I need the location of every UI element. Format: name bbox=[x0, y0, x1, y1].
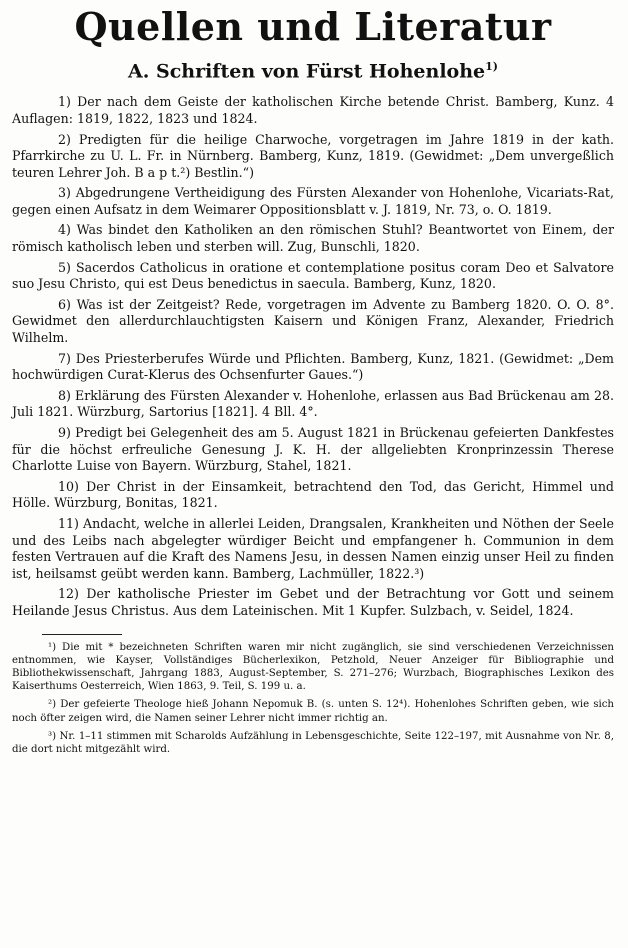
section-heading bbox=[12, 54, 614, 84]
footnote-divider bbox=[42, 634, 122, 635]
section-heading-text: A. Schriften von Fürst Hohenlohe bbox=[128, 60, 486, 83]
bibliography-entry-6: 6) Was ist der Zeitgeist? Rede, vorgetragen im Advente zu Bamberg 1820. O. O. 8°. Gewidmet den allerdurchlauchtigsten Kaisern und Königen Franz, Alexander, Friedrich Wilhelm. bbox=[12, 296, 614, 346]
bibliography-entry-8: 8) Erklärung des Fürsten Alexander v. Hohenlohe, erlassen aus Bad Brückenau am 28. Juli 1821. Würzburg, Sartorius [1821]. 4 Bll. 4°. bbox=[12, 387, 614, 420]
bibliography-list bbox=[12, 94, 614, 619]
bibliography-entry-11: 11) Andacht, welche in allerlei Leiden, Drangsalen, Krankheiten und Nöthen der Seele und des Leibs nach abgelegter würdiger Beicht und empfangener h. Communion in dem festen Vertrauen auf die Kraft des Namens Jesu, in dessen Namen einzig unser Heil zu finden ist, heilsamst geübt werden kann. Bamberg, Lachmüller, 1822.³) bbox=[12, 515, 614, 581]
page-title: Quellen und Literatur bbox=[74, 4, 552, 49]
footnote-ref: 1) bbox=[485, 60, 498, 73]
bibliography-entry-5: 5) Sacerdos Catholicus in oratione et contemplatione positus coram Deo et Salvatore suo Jesu Christo, qui est Deus benedictus in saecula. Bamberg, Kunz, 1820. bbox=[12, 259, 614, 292]
footnote-3: ³) Nr. 1–11 stimmen mit Scharolds Aufzählung in Lebensgeschichte, Seite 122–197, mit Ausnahme von Nr. 8, die dort nicht mitgezählt wird. bbox=[12, 730, 614, 755]
footnote-1: ¹) Die mit * bezeichneten Schriften waren mir nicht zugänglich, sie sind verschiedenen Verzeichnissen entnommen, wie Kayser, Vollständiges Bücherlexikon, Petzhold, Neuer Anzeiger für Bibliographie und Bibliothekwissenschaft, Jahrgang 1883, August-September, S. 271–276; Wurzbach, Biographisches Lexikon des Kaiserthums Oesterreich, Wien 1863, 9. Teil, S. 199 u. a. bbox=[12, 641, 614, 693]
bibliography-entry-12: 12) Der katholische Priester im Gebet und der Betrachtung vor Gott und seinem Heilande Jesus Christus. Aus dem Lateinischen. Mit 1 Kupfer. Sulzbach, v. Seidel, 1824. bbox=[12, 586, 614, 618]
bibliography-entry-9: 9) Predigt bei Gelegenheit des am 5. August 1821 in Brückenau gefeierten Dankfestes für die höchst erfreuliche Genesung J. K. H. der allgeliebten Kronprinzessin Therese Charlotte Luise von Bayern. Würzburg, Stahel, 1821. bbox=[12, 425, 614, 474]
bibliography-entry-3: 3) Abgedrungene Vertheidigung des Fürsten Alexander von Hohenlohe, Vicariats-Rat, gegen einen Aufsatz in dem Weimarer Oppositionsblatt v. J. 1819, Nr. 73, o. O. 1819. bbox=[12, 185, 614, 217]
bibliography-entry-2: 2) Predigten für die heilige Charwoche, vorgetragen im Jahre 1819 in der kath. Pfarrkirche zu U. L. Fr. in Nürnberg. Bamberg, Kunz, 1819. (Gewidmet: „Dem unvergeßlich teuren Lehrer Joh. B a p t.²) Bestlin.“) bbox=[12, 131, 614, 180]
bibliography-entry-4: 4) Was bindet den Katholiken an den römischen Stuhl? Beantwortet von Einem, der römisch katholisch leben und sterben will. Zug, Bunschli, 1820. bbox=[12, 222, 614, 255]
bibliography-entry-10: 10) Der Christ in der Einsamkeit, betrachtend den Tod, das Gericht, Himmel und Hölle. Würzburg, Bonitas, 1821. bbox=[12, 478, 614, 511]
footnotes bbox=[12, 641, 614, 757]
footnote-2: ²) Der gefeierte Theologe hieß Johann Nepomuk B. (s. unten S. 12⁴). Hohenlohes Schriften geben, wie sich noch öfter zeigen wird, die Namen seiner Lehrer nicht immer richtig an. bbox=[12, 699, 614, 724]
bibliography-entry-1: 1) Der nach dem Geiste der katholischen Kirche betende Christ. Bamberg, Kunz. 4 Auflagen: 1819, 1822, 1823 und 1824. bbox=[12, 94, 614, 126]
bibliography-entry-7: 7) Des Priesterberufes Würde und Pflichten. Bamberg, Kunz, 1821. (Gewidmet: „Dem hochwürdigen Curat-Klerus des Ochsenfurter Gaues.“) bbox=[12, 350, 614, 383]
